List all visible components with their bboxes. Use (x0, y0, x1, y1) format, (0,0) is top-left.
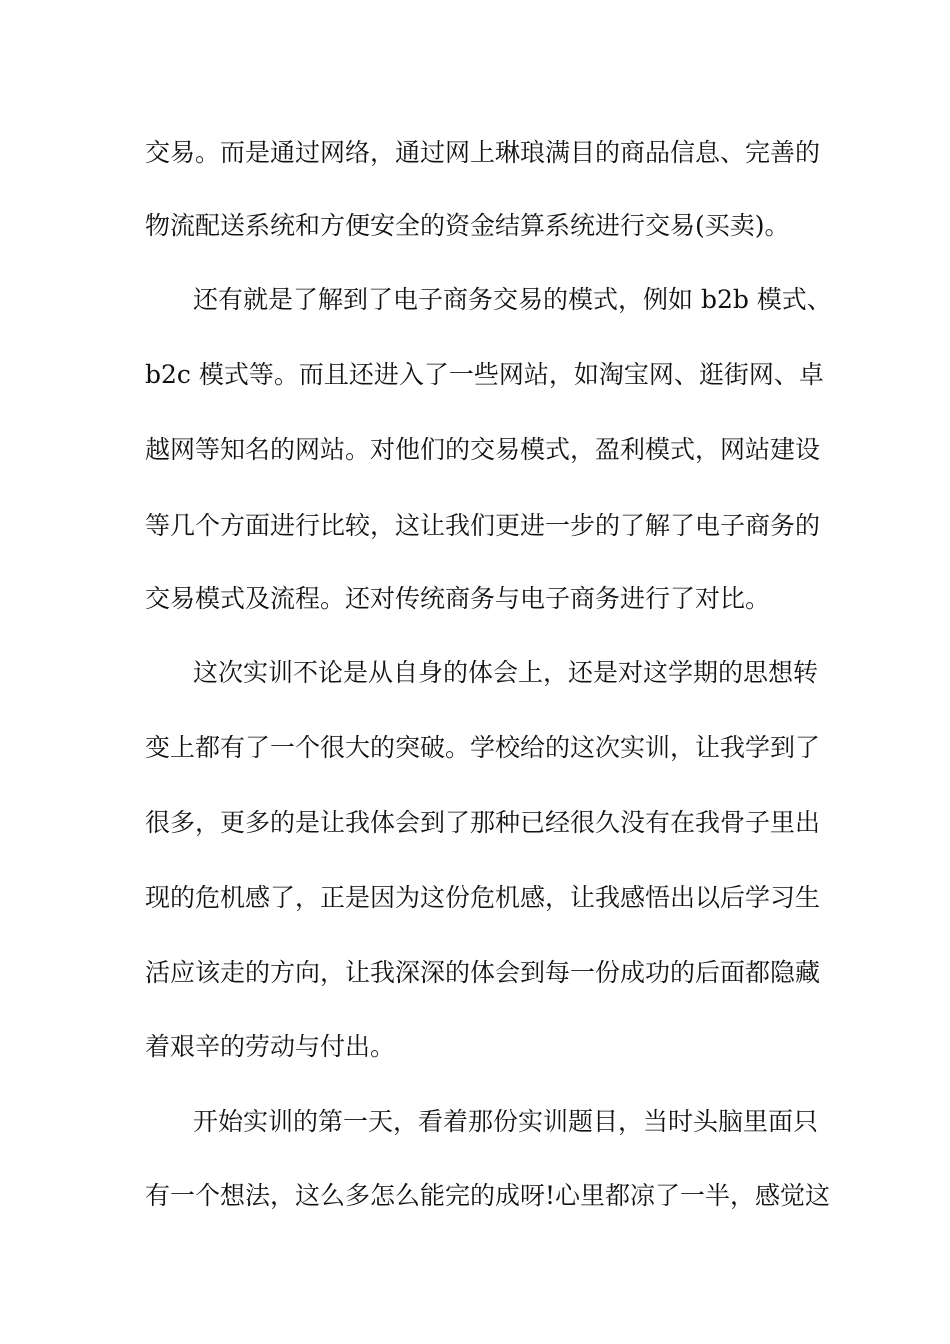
text-line-14: 开始实训的第一天，看着那份实训题目，当时头脑里面只 (193, 1107, 819, 1136)
text-line-5: 越网等知名的网站。对他们的交易模式，盈利模式，网站建设 (145, 435, 821, 464)
text-line-12: 活应该走的方向，让我深深的体会到每一份成功的后面都隐藏 (145, 958, 821, 987)
text-line-9: 变上都有了一个很大的突破。学校给的这次实训，让我学到了 (145, 733, 821, 762)
text-line-2: 物流配送系统和方便安全的资金结算系统进行交易(买卖)。 (145, 211, 790, 240)
text-line-3: 还有就是了解到了电子商务交易的模式，例如 b2b 模式、 (193, 285, 832, 314)
text-line-7: 交易模式及流程。还对传统商务与电子商务进行了对比。 (145, 584, 771, 613)
text-line-13: 着艰辛的劳动与付出。 (145, 1032, 396, 1061)
text-line-10: 很多，更多的是让我体会到了那种已经很久没有在我骨子里出 (145, 808, 821, 837)
text-line-1: 交易。而是通过网络，通过网上琳琅满目的商品信息、完善的 (145, 138, 821, 167)
text-line-15: 有一个想法，这么多怎么能完的成呀!心里都凉了一半，感觉这 (145, 1181, 831, 1210)
text-line-4: b2c 模式等。而且还进入了一些网站，如淘宝网、逛街网、卓 (145, 360, 824, 389)
text-line-8: 这次实训不论是从自身的体会上，还是对这学期的思想转 (193, 658, 819, 687)
text-line-6: 等几个方面进行比较，这让我们更进一步的了解了电子商务的 (145, 511, 821, 540)
text-line-11: 现的危机感了，正是因为这份危机感，让我感悟出以后学习生 (145, 883, 821, 912)
